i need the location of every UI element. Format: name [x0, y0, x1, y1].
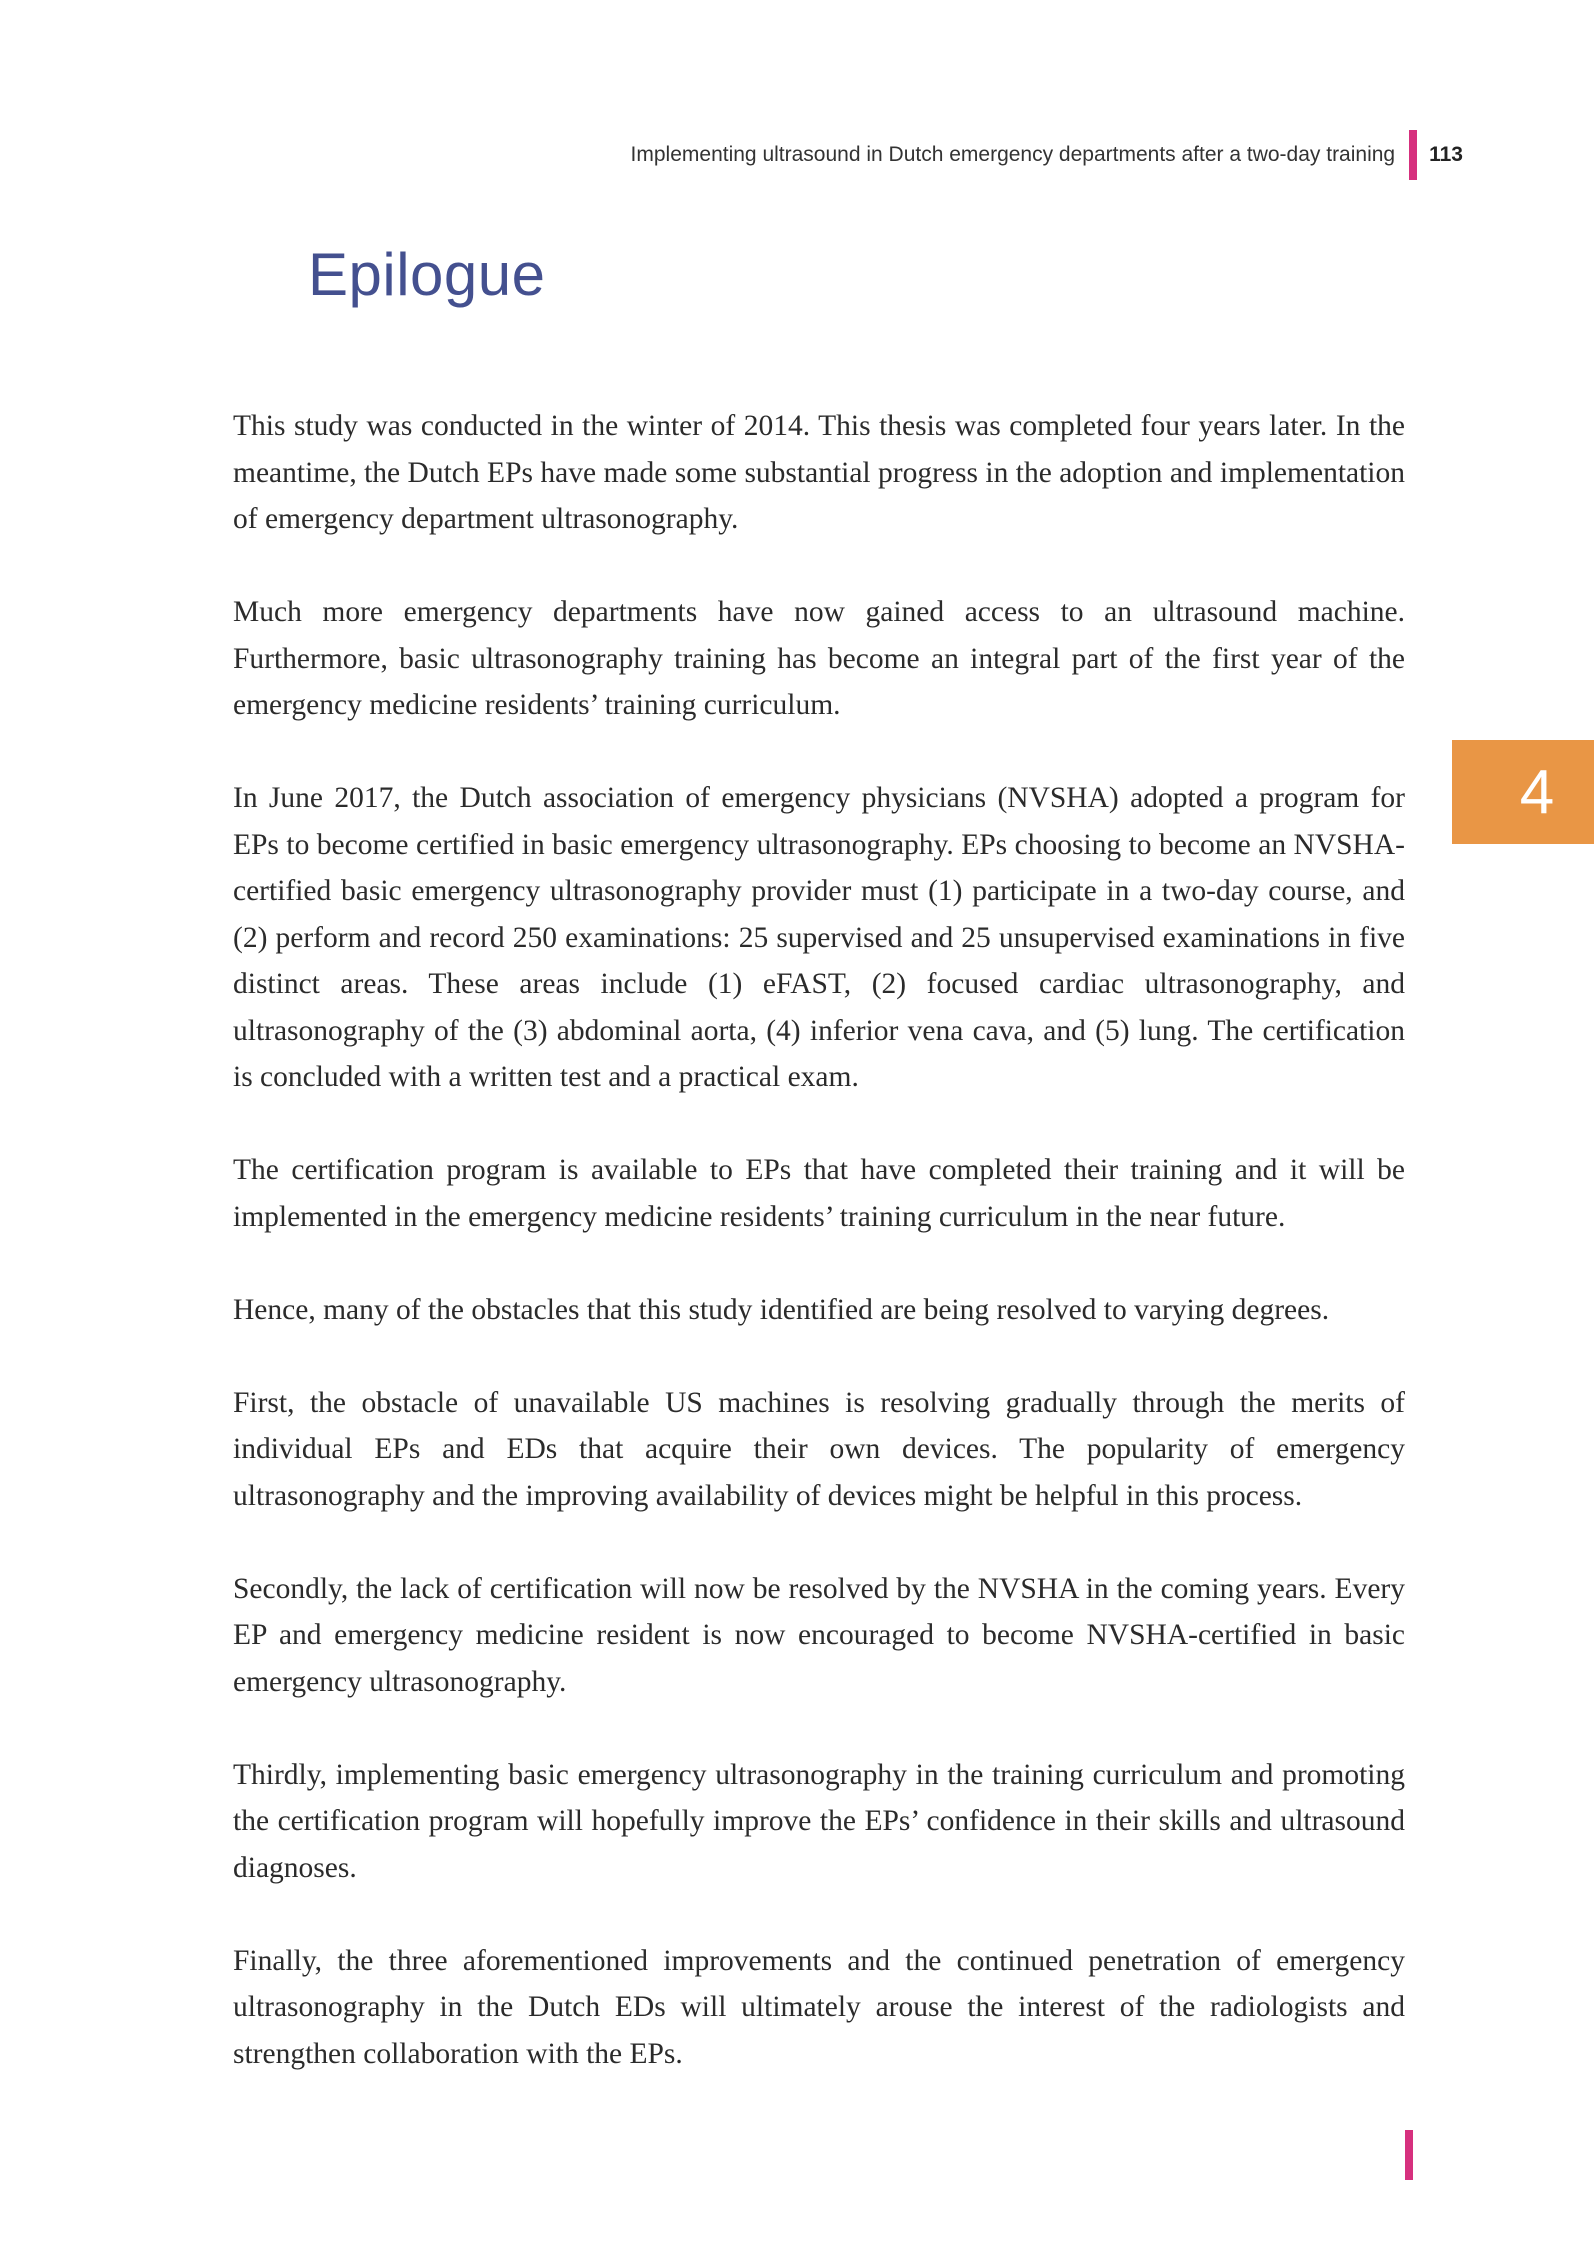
paragraph: The certification program is available to EPs that have completed their training and it will be implemented in the emergency medicine residents’ training curriculum in the near future. [233, 1154, 1405, 1233]
chapter-tab [1452, 740, 1594, 844]
paragraph: Finally, the three aforementioned improvements and the continued penetration of emergency ultrasonography in the Dutch EDs will ultimately arouse the interest of the radiologists and strengthen collaboration with the EPs. [233, 1944, 1405, 2070]
page-number: 113 [1429, 143, 1463, 166]
paragraph: Secondly, the lack of certification will now be resolved by the NVSHA in the coming years. Every EP and emergency medicine resident is now encouraged to become NVSHA-certified in basic emergency ultrasonography. [233, 1572, 1405, 1698]
paragraph: In June 2017, the Dutch association of emergency physicians (NVSHA) adopted a program for EPs to become certified in basic emergency ultrasonography. EPs choosing to become an NVSHA-certified basic emergency ultrasonography provider must (1) participate in a two-day course, and (2) perform and record 250 examinations: 25 supervised and 25 unsupervised examinations in five distinct areas. These areas include (1) eFAST, (2) focused cardiac ultrasonography, and ultrasonography of the (3) abdominal aorta, (4) inferior vena cava, and (5) lung. The certification is concluded with a written test and a practical exam. [233, 782, 1405, 1093]
chapter-title: Epilogue [308, 241, 546, 308]
footer-accent-bar [1405, 2130, 1413, 2180]
paragraph: Hence, many of the obstacles that this study identified are being resolved to varying degrees. [233, 1293, 1330, 1326]
header-accent-bar [1409, 130, 1417, 180]
running-title: Implementing ultrasound in Dutch emergency departments after a two-day training [630, 143, 1396, 166]
paragraph: First, the obstacle of unavailable US machines is resolving gradually through the merits of individual EPs and EDs that acquire their own devices. The popularity of emergency ultrasonography and the improving availability of devices might be helpful in this process. [233, 1386, 1405, 1512]
paragraph: Much more emergency departments have now gained access to an ultrasound machine. Furthermore, basic ultrasonography training has become an integral part of the first year of the emergency medicine residents’ training curriculum. [233, 596, 1405, 721]
chapter-tab-number: 4 [1519, 757, 1555, 827]
body-text [233, 403, 1405, 2124]
paragraph: Thirdly, implementing basic emergency ultrasonography in the training curriculum and promoting the certification program will hopefully improve the EPs’ confidence in their skills and ultrasound diagnoses. [233, 1758, 1405, 1884]
running-header [631, 130, 1463, 180]
paragraph: This study was conducted in the winter of 2014. This thesis was completed four years later. In the meantime, the Dutch EPs have made some substantial progress in the adoption and implementation of emergency department ultrasonography. [233, 410, 1405, 535]
